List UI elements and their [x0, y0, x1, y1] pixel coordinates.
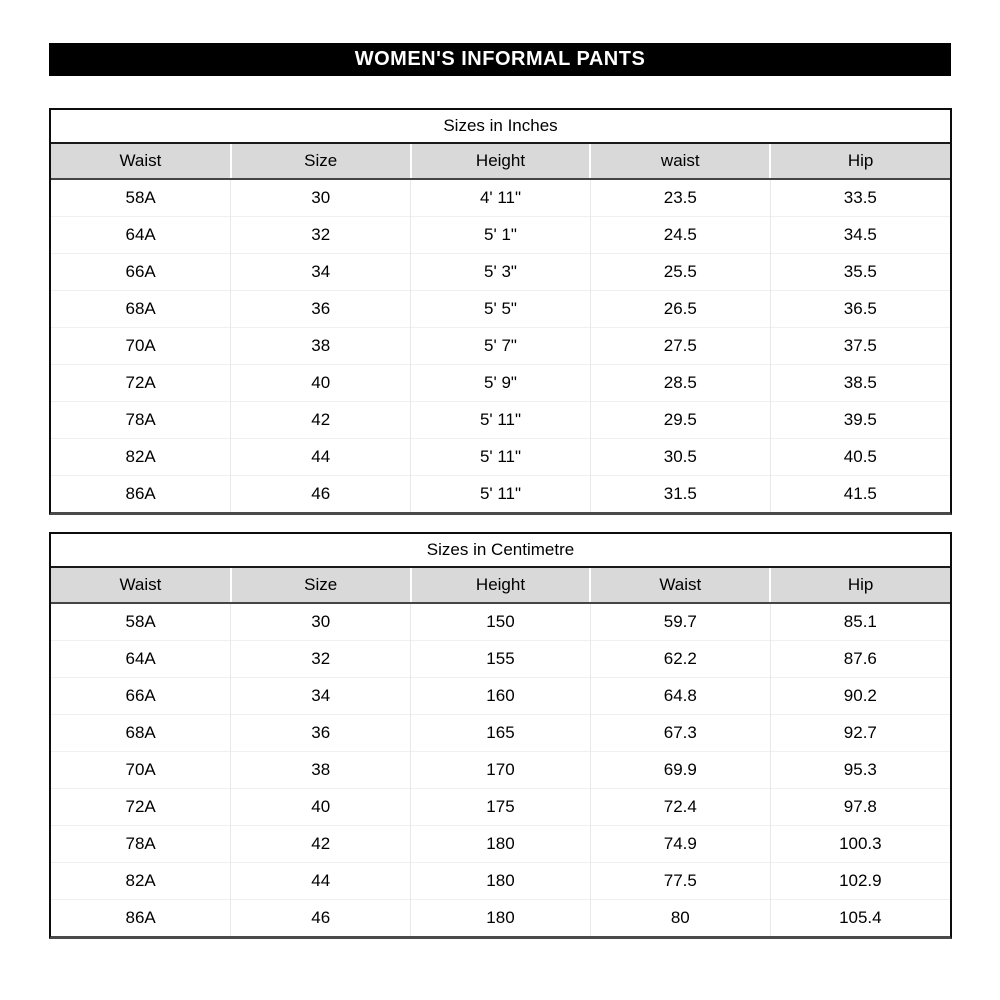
- size-table-centimetre: [49, 532, 952, 939]
- table-cell: 37.5: [770, 328, 950, 365]
- table-row: [51, 789, 950, 826]
- table-cell: 80: [590, 900, 770, 937]
- table-cell: 160: [411, 678, 591, 715]
- title-banner: [49, 43, 951, 76]
- table-header: [51, 144, 950, 179]
- table-cell: 59.7: [590, 603, 770, 641]
- table-cell: 86A: [51, 900, 231, 937]
- table-cell: 92.7: [770, 715, 950, 752]
- table-cell: 58A: [125, 188, 156, 207]
- table-body: [51, 603, 950, 936]
- table-row: [51, 826, 950, 863]
- table-cell: 100.3: [770, 826, 950, 863]
- table-cell: 46: [231, 900, 411, 937]
- size-table-inches: [49, 108, 952, 515]
- table-cell: 165: [411, 715, 591, 752]
- table-row: [51, 863, 950, 900]
- table-cell: 64.8: [590, 678, 770, 715]
- table-cell: 39.5: [770, 402, 950, 439]
- inches-table: [51, 144, 950, 512]
- table-cell: 97.8: [770, 789, 950, 826]
- table-cell: 72A: [51, 365, 231, 402]
- table-cell: 40: [231, 365, 411, 402]
- table-cell: 34: [231, 678, 411, 715]
- table-cell: 38: [231, 752, 411, 789]
- table-cell: 64A: [51, 641, 231, 678]
- header-cell: Height: [411, 144, 591, 179]
- table-cell: 150: [411, 603, 591, 641]
- table-cell: 32: [231, 217, 411, 254]
- table-cell: 66A: [51, 254, 231, 291]
- table-cell: 82A: [51, 863, 231, 900]
- table-cell: 90.2: [770, 678, 950, 715]
- table-cell: 46: [231, 476, 411, 513]
- table-row: [51, 328, 950, 365]
- table-cell: 72.4: [590, 789, 770, 826]
- table-row: [51, 179, 950, 217]
- header-cell: Hip: [770, 568, 950, 603]
- table-cell: 40.5: [770, 439, 950, 476]
- table-cell: 70A: [51, 752, 231, 789]
- table-cell: 175: [411, 789, 591, 826]
- table-cell: 180: [411, 900, 591, 937]
- table-caption: Sizes in Inches: [51, 110, 950, 144]
- table-cell: 5' 1": [411, 217, 591, 254]
- table-cell: 44: [231, 439, 411, 476]
- table-cell: 69.9: [590, 752, 770, 789]
- table-cell: 23.5: [590, 179, 770, 217]
- table-cell: 5' 5": [411, 291, 591, 328]
- table-cell: 27.5: [590, 328, 770, 365]
- table-cell: 4' 11": [411, 179, 591, 217]
- header-cell: waist: [590, 144, 770, 179]
- table-cell: 62.2: [590, 641, 770, 678]
- table-cell: 67.3: [590, 715, 770, 752]
- table-cell: 5' 11": [411, 402, 591, 439]
- table-row: [51, 476, 950, 513]
- table-row: [51, 254, 950, 291]
- table-cell: 41.5: [770, 476, 950, 513]
- table-body: [51, 179, 950, 512]
- table-row: [51, 365, 950, 402]
- table-cell: 38: [231, 328, 411, 365]
- header-cell: Hip: [770, 144, 950, 179]
- table-cell: 38.5: [770, 365, 950, 402]
- table-row: [51, 715, 950, 752]
- table-cell: 34.5: [770, 217, 950, 254]
- table-cell: 58A: [125, 612, 156, 631]
- table-cell: 95.3: [770, 752, 950, 789]
- table-cell: 30: [231, 603, 411, 641]
- table-cell: 42: [231, 402, 411, 439]
- table-cell: 24.5: [590, 217, 770, 254]
- table-cell: 33.5: [770, 179, 950, 217]
- table-caption: Sizes in Centimetre: [51, 534, 950, 568]
- table-row: [51, 641, 950, 678]
- table-cell: 82A: [51, 439, 231, 476]
- table-cell: 5' 11": [411, 439, 591, 476]
- table-cell: 25.5: [590, 254, 770, 291]
- table-cell: 74.9: [590, 826, 770, 863]
- table-cell: 28.5: [590, 365, 770, 402]
- table-cell: 180: [411, 863, 591, 900]
- table-cell: 70A: [51, 328, 231, 365]
- table-row: [51, 752, 950, 789]
- table-cell: 85.1: [770, 603, 950, 641]
- table-header-row: [51, 568, 950, 603]
- table-row: [51, 900, 950, 937]
- page-title: WOMEN'S INFORMAL PANTS: [354, 48, 646, 70]
- table-cell: 31.5: [590, 476, 770, 513]
- table-cell: 32: [231, 641, 411, 678]
- table-cell: 72A: [51, 789, 231, 826]
- table-cell: 86A: [51, 476, 231, 513]
- table-cell: 30: [231, 179, 411, 217]
- table-cell: 105.4: [770, 900, 950, 937]
- table-cell: 36: [231, 715, 411, 752]
- table-row: [51, 217, 950, 254]
- table-cell: 30.5: [590, 439, 770, 476]
- table-cell: 66A: [51, 678, 231, 715]
- table-cell: 87.6: [770, 641, 950, 678]
- centimetre-table: [51, 568, 950, 936]
- header-cell: Waist: [590, 568, 770, 603]
- table-cell: 155: [411, 641, 591, 678]
- table-cell: 102.9: [770, 863, 950, 900]
- table-cell: 34: [231, 254, 411, 291]
- table-cell: 44: [231, 863, 411, 900]
- header-cell: Waist: [51, 144, 231, 179]
- table-cell: 68A: [51, 715, 231, 752]
- table-cell: 36: [231, 291, 411, 328]
- header-cell: Height: [411, 568, 591, 603]
- table-row: [51, 439, 950, 476]
- table-cell: 5' 3": [411, 254, 591, 291]
- table-cell: 78A: [51, 826, 231, 863]
- table-cell: 5' 11": [411, 476, 591, 513]
- table-row: [51, 291, 950, 328]
- table-cell: 64A: [51, 217, 231, 254]
- table-cell: 170: [411, 752, 591, 789]
- table-row: [51, 402, 950, 439]
- table-cell: 36.5: [770, 291, 950, 328]
- table-cell: 68A: [51, 291, 231, 328]
- header-cell: Size: [231, 144, 411, 179]
- table-cell: 29.5: [590, 402, 770, 439]
- table-cell: 42: [231, 826, 411, 863]
- table-row: [51, 678, 950, 715]
- table-cell: 35.5: [770, 254, 950, 291]
- header-cell: Size: [231, 568, 411, 603]
- table-cell: 5' 9": [411, 365, 591, 402]
- table-header-row: [51, 144, 950, 179]
- header-cell: Waist: [51, 568, 231, 603]
- table-cell: 5' 7": [411, 328, 591, 365]
- table-row: [51, 603, 950, 641]
- table-cell: 78A: [51, 402, 231, 439]
- table-cell: 26.5: [590, 291, 770, 328]
- table-header: [51, 568, 950, 603]
- table-cell: 40: [231, 789, 411, 826]
- table-cell: 180: [411, 826, 591, 863]
- table-cell: 77.5: [590, 863, 770, 900]
